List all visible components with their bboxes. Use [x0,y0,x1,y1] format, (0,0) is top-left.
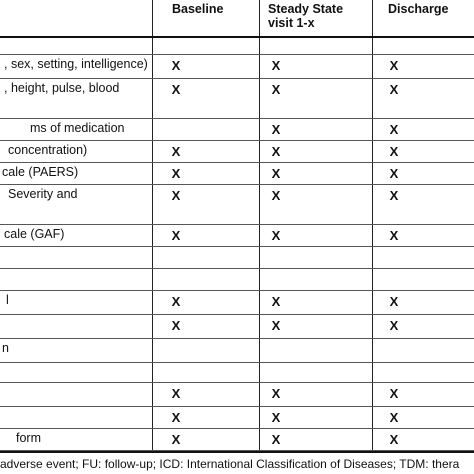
cell-mark: X [171,228,181,243]
row-divider [0,162,474,163]
cell-mark: X [389,82,399,97]
row-label: cale (PAERS) [2,165,79,179]
row-divider [0,362,474,363]
cell-mark: X [389,228,399,243]
column-header: Steady State visit 1-x [268,2,344,30]
row-label: form [16,431,41,445]
cell-mark: X [271,410,281,425]
cell-mark: X [389,294,399,309]
cell-mark: X [271,166,281,181]
table-footnote: adverse event; FU: follow-up; ICD: International Classification of Diseases; TDM: thera [0,457,460,471]
row-divider [0,118,474,119]
row-divider [0,314,474,315]
row-divider [0,428,474,429]
column-header: Baseline [172,2,224,16]
row-divider [0,406,474,407]
cell-mark: X [389,144,399,159]
row-divider [0,382,474,383]
cell-mark: X [171,386,181,401]
row-label: l [6,293,9,307]
row-label: Severity and [8,187,78,201]
row-divider [0,224,474,225]
row-divider [0,268,474,269]
row-divider [0,338,474,339]
cell-mark: X [389,122,399,137]
column-header: Discharge [388,2,449,16]
cell-mark: X [271,228,281,243]
cell-mark: X [171,318,181,333]
row-divider [0,36,474,38]
row-divider [0,140,474,141]
cell-mark: X [389,410,399,425]
cell-mark: X [171,432,181,447]
row-divider [0,290,474,291]
cell-mark: X [171,410,181,425]
cell-mark: X [171,294,181,309]
cell-mark: X [171,58,181,73]
cell-mark: X [171,144,181,159]
cell-mark: X [271,122,281,137]
table-bottom-border [0,451,474,453]
row-divider [0,54,474,55]
cell-mark: X [171,188,181,203]
row-label: , sex, setting, intelligence) [4,57,148,71]
cell-mark: X [271,432,281,447]
cell-mark: X [389,432,399,447]
cell-mark: X [271,58,281,73]
row-label: cale (GAF) [4,227,65,241]
cell-mark: X [271,386,281,401]
cell-mark: X [389,188,399,203]
cell-mark: X [171,166,181,181]
cell-mark: X [171,82,181,97]
cell-mark: X [389,386,399,401]
cell-mark: X [389,166,399,181]
cell-mark: X [271,144,281,159]
cell-mark: X [389,318,399,333]
row-label: , height, pulse, blood [4,81,120,95]
cell-mark: X [271,188,281,203]
cell-mark: X [271,82,281,97]
row-label: n [2,341,9,355]
row-divider [0,184,474,185]
cell-mark: X [271,318,281,333]
row-label: ms of medication [30,121,125,135]
row-divider [0,78,474,79]
cell-mark: X [271,294,281,309]
row-label: concentration) [8,143,88,157]
cell-mark: X [389,58,399,73]
row-divider [0,246,474,247]
